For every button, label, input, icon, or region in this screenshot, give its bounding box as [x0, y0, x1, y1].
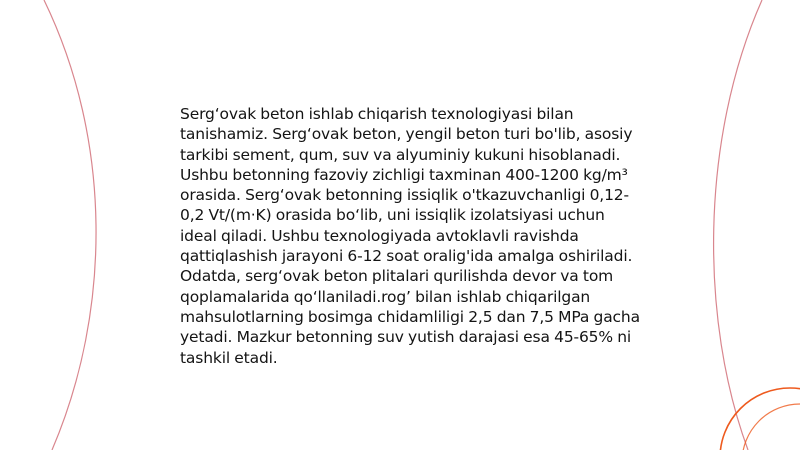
- orange-circle-inner: [742, 404, 800, 450]
- left-arc-line: [44, 0, 96, 450]
- right-arc-line: [714, 0, 762, 450]
- body-paragraph: Serg‘ovak beton ishlab chiqarish texnologiyasi bilan tanishamiz. Serg‘ovak beton, yengil beton turi bo'lib, asosiy tarkibi sement, qum, suv va alyuminiy kukuni hisoblanadi. Ushbu betonning fazoviy zichligi taxminan 400-1200 kg/m³ orasida. Serg‘ovak betonning issiqlik o'tkazuvchanligi 0,12-0,2 Vt/(m·K) orasida bo‘lib, uni issiqlik izolatsiyasi uchun ideal qiladi. Ushbu texnologiyada avtoklavli ravishda qattiqlashish jarayoni 6-12 soat oralig'ida amalga oshiriladi. Odatda, serg‘ovak beton plitalari qurilishda devor va tom qoplamalarida qo‘llaniladi.rog’ bilan ishlab chiqarilgan mahsulotlarning bosimga chidamliligi 2,5 dan 7,5 MPa gacha yetadi. Mazkur betonning suv yutish darajasi esa 45-65% ni tashkil etadi.: [180, 105, 640, 367]
